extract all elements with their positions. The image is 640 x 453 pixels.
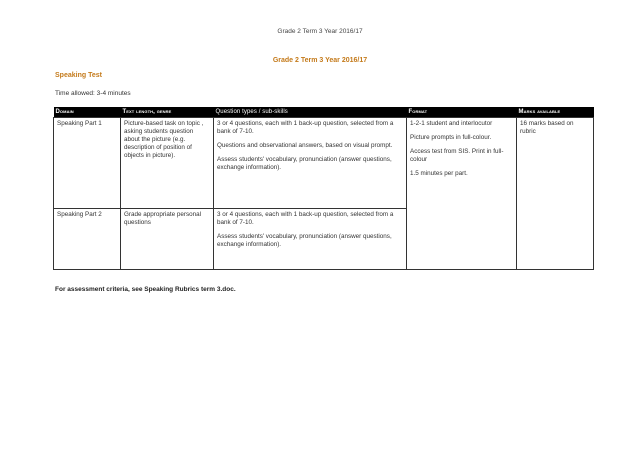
row1-question-2: Questions and observational answers, based on visual prompt. — [217, 142, 393, 149]
format-cell — [407, 118, 517, 270]
marks-cell: 16 marks based on rubric — [517, 118, 594, 270]
format-line-1: 1-2-1 student and interlocutor — [410, 120, 493, 127]
row2-genre: Grade appropriate personal questions — [121, 209, 214, 270]
document-title: Grade 2 Term 3 Year 2016/17 — [272, 57, 368, 64]
running-header: Grade 2 Term 3 Year 2016/17 — [277, 28, 363, 35]
row1-question-3: Assess students' vocabulary, pronunciation (answer questions, exchange information). — [217, 156, 392, 171]
speaking-test-table — [53, 107, 594, 270]
row1-questions — [214, 118, 407, 209]
header-marks: Marks available — [517, 107, 594, 118]
row2-question-2: Assess students' vocabulary, pronunciation (answer questions, exchange information). — [217, 233, 392, 248]
row1-domain: Speaking Part 1 — [54, 118, 121, 209]
header-genre: Text length, genre — [121, 107, 214, 118]
header-domain: Domain — [54, 107, 121, 118]
section-heading: Speaking Test — [55, 72, 102, 79]
row2-question-1: 3 or 4 questions, each with 1 back-up question, selected from a bank of 7-10. — [217, 211, 394, 226]
header-format: Format — [407, 107, 517, 118]
format-line-3: Access test from SIS. Print in full-colour — [410, 148, 504, 163]
time-allowed: Time allowed: 3-4 minutes — [55, 90, 131, 97]
format-line-2: Picture prompts in full-colour. — [410, 134, 492, 141]
table-row — [54, 118, 594, 209]
row1-genre: Picture-based task on topic , asking students question about the picture (e.g. description of position of objects in picture). — [121, 118, 214, 209]
row2-domain: Speaking Part 2 — [54, 209, 121, 270]
format-line-4: 1.5 minutes per part. — [410, 170, 468, 177]
assessment-criteria-note: For assessment criteria, see Speaking Rubrics term 3.doc. — [55, 286, 236, 293]
table-header-row — [54, 107, 594, 118]
row2-questions — [214, 209, 407, 270]
header-question-types: Question types / sub-skills — [214, 107, 407, 118]
row1-question-1: 3 or 4 questions, each with 1 back-up question, selected from a bank of 7-10. — [217, 120, 394, 135]
